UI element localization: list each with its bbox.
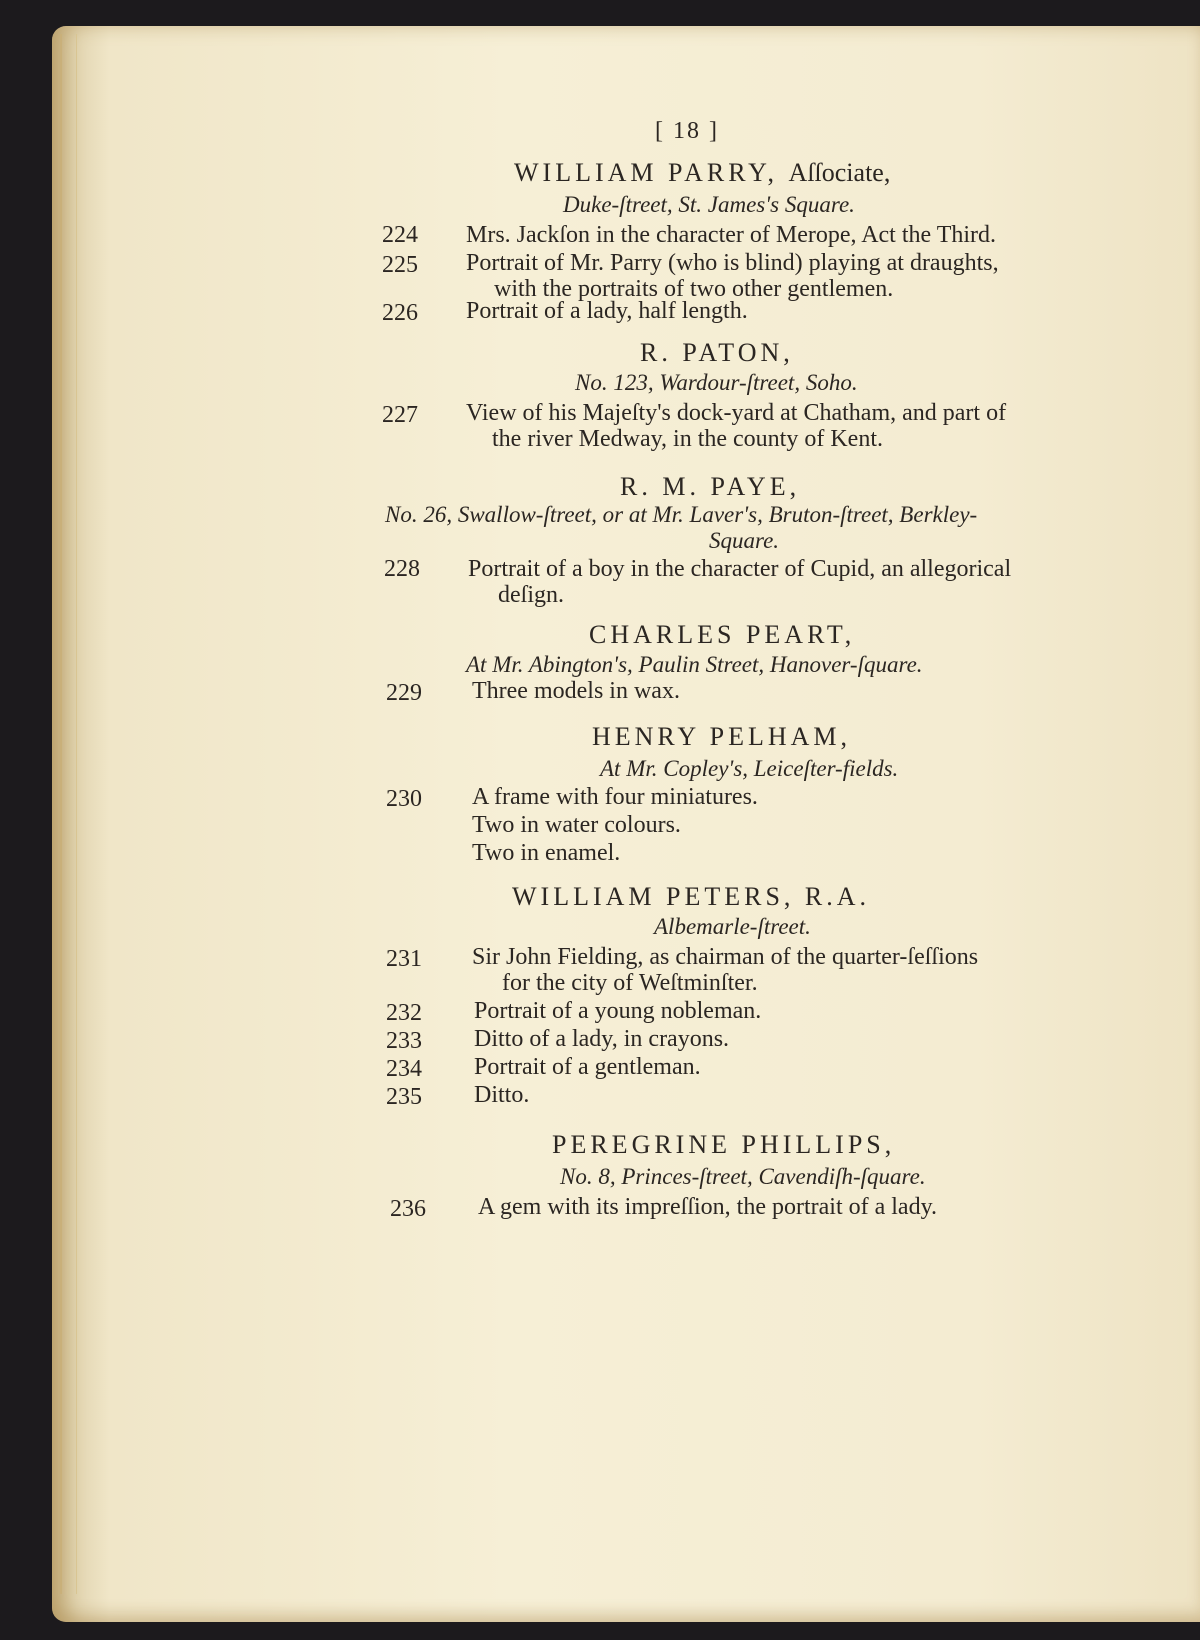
artist-address: Albemarle-ſtreet. bbox=[654, 914, 811, 939]
catalogue-entry-continued: with the portraits of two other gentlemen. bbox=[494, 276, 894, 302]
catalogue-entry: Portrait of a young nobleman. bbox=[474, 998, 762, 1024]
artist-name bbox=[514, 158, 890, 188]
catalogue-entry: Portrait of a gentleman. bbox=[474, 1054, 701, 1080]
artist-address: At Mr. Abington's, Paulin Street, Hanover-ſquare. bbox=[466, 652, 923, 677]
catalogue-number: 226 bbox=[382, 300, 418, 326]
artist-name: R. PATON, bbox=[640, 338, 794, 367]
catalogue-entry-continued: deſign. bbox=[498, 582, 564, 608]
artist-name: CHARLES PEART, bbox=[589, 620, 856, 649]
catalogue-entry: Sir John Fielding, as chairman of the quarter-ſeſſions bbox=[472, 944, 979, 970]
catalogue-entry-continued: Two in water colours. bbox=[472, 812, 681, 838]
artist-rank: Aſſociate, bbox=[788, 158, 891, 187]
catalogue-entry: Three models in wax. bbox=[472, 678, 680, 704]
catalogue-entry: Mrs. Jackſon in the character of Merope, Act the Third. bbox=[466, 222, 997, 248]
catalogue-number: 235 bbox=[386, 1084, 422, 1110]
catalogue-number: 230 bbox=[386, 786, 422, 812]
catalogue-entry-continued: Two in enamel. bbox=[472, 840, 621, 866]
catalogue-entry: A frame with four miniatures. bbox=[472, 784, 758, 810]
artist-address: No. 8, Princes-ſtreet, Cavendiſh-ſquare. bbox=[560, 1164, 926, 1189]
artist-name: PEREGRINE PHILLIPS, bbox=[552, 1130, 896, 1159]
artist-address-continued: Square. bbox=[709, 528, 780, 553]
catalogue-entry-continued: the river Medway, in the county of Kent. bbox=[492, 426, 883, 452]
catalogue-entry: Portrait of Mr. Parry (who is blind) playing at draughts, bbox=[466, 250, 999, 276]
catalogue-entry: Portrait of a lady, half length. bbox=[466, 298, 748, 324]
catalogue-entry-continued: for the city of Weſtminſter. bbox=[502, 970, 758, 996]
catalogue-number: 236 bbox=[390, 1196, 426, 1222]
catalogue-entry: A gem with its impreſſion, the portrait of a lady. bbox=[478, 1194, 938, 1220]
artist-address: No. 123, Wardour-ſtreet, Soho. bbox=[575, 370, 858, 395]
artist-address: No. 26, Swallow-ſtreet, or at Mr. Laver's, Bruton-ſtreet, Berkley- bbox=[385, 502, 978, 527]
catalogue-number: 229 bbox=[386, 680, 422, 706]
artist-name: WILLIAM PETERS, R.A. bbox=[512, 882, 871, 911]
catalogue-entry: Ditto. bbox=[474, 1082, 530, 1108]
artist-address: Duke-ſtreet, St. James's Square. bbox=[563, 192, 855, 217]
artist-name: HENRY PELHAM, bbox=[592, 722, 852, 751]
catalogue-number: 232 bbox=[386, 1000, 422, 1026]
catalogue-number: 234 bbox=[386, 1056, 422, 1082]
catalogue-number: 233 bbox=[386, 1028, 422, 1054]
catalogue-number: 231 bbox=[386, 946, 422, 972]
artist-address: At Mr. Copley's, Leiceſter-fields. bbox=[600, 756, 899, 781]
page-folio: [ 18 ] bbox=[655, 118, 719, 144]
catalogue-number: 227 bbox=[382, 402, 418, 428]
catalogue-number: 225 bbox=[382, 252, 418, 278]
catalogue-number: 228 bbox=[384, 556, 420, 582]
catalogue-entry: View of his Majeſty's dock-yard at Chatham, and part of bbox=[466, 400, 1007, 426]
catalogue-entry: Portrait of a boy in the character of Cupid, an allegorical bbox=[468, 556, 1012, 582]
artist-name: R. M. PAYE, bbox=[620, 472, 801, 501]
catalogue-number: 224 bbox=[382, 222, 418, 248]
catalogue-entry: Ditto of a lady, in crayons. bbox=[474, 1026, 730, 1052]
artist-name-text: WILLIAM PARRY, bbox=[514, 158, 779, 187]
